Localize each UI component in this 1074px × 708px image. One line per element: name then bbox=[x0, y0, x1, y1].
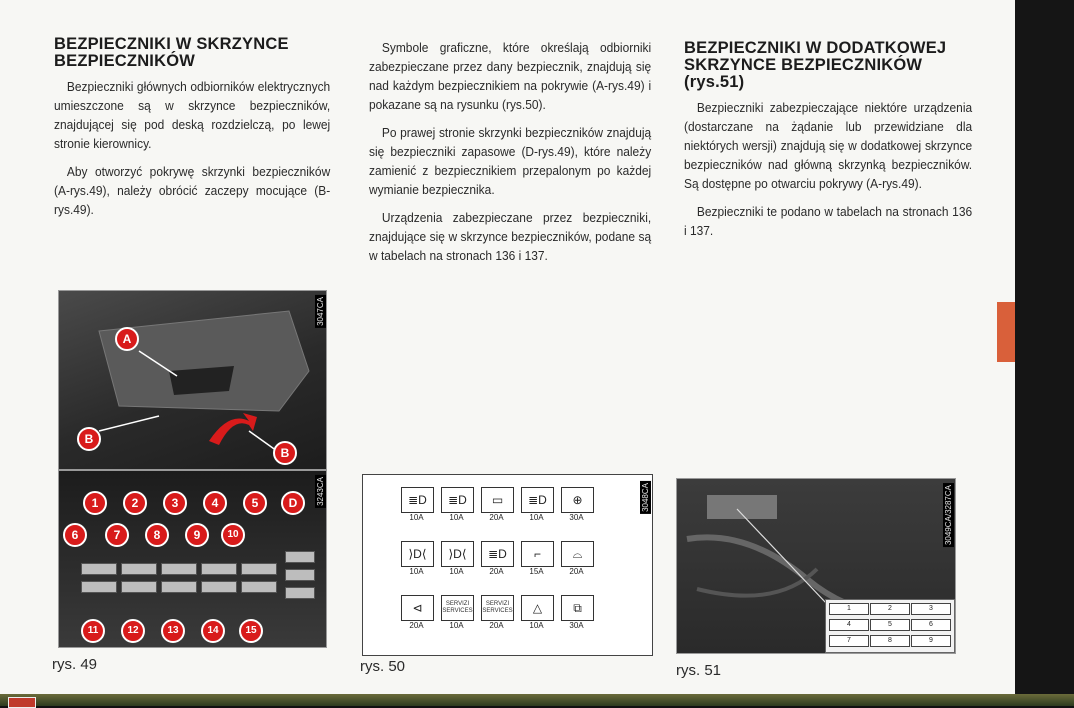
fuse-number-badge: 8 bbox=[145, 523, 169, 547]
seat-icon: ⌐ bbox=[521, 541, 554, 567]
horn-icon: ⊲ bbox=[401, 595, 434, 621]
high-beam-icon: ≣D bbox=[521, 487, 554, 513]
fuse-amp-label: 20A bbox=[489, 621, 504, 630]
fuse-number-badge: 2 bbox=[123, 491, 147, 515]
taskbar-start-button[interactable] bbox=[8, 697, 36, 708]
figure-code: 3047CA bbox=[316, 297, 325, 326]
fuse-symbol-cell bbox=[517, 485, 556, 525]
paragraph: Urządzenia zabezpieczane przez bezpieczniki, znajdujące się w skrzynce bezpieczników, podane są w tabelach na stronach 136 i 137. bbox=[369, 210, 652, 263]
fuse bbox=[241, 563, 277, 575]
fuse-symbol-cell bbox=[557, 539, 596, 579]
fuse-symbol-cell bbox=[517, 593, 556, 633]
column-1 bbox=[54, 36, 332, 228]
fuse-number-badge: 10 bbox=[221, 523, 245, 547]
fuse bbox=[241, 581, 277, 593]
fuse-number-badge: 12 bbox=[121, 619, 145, 643]
paragraph: Aby otworzyć pokrywę skrzynki bezpieczników (A-rys.49), należy obrócić zaczepy mocujące (B-rys.49). bbox=[54, 164, 331, 217]
heading-additional-fuse-box: BEZPIECZNIKI W DODATKOWEJ SKRZYNCE BEZPIECZNIKÓW (rys.51) bbox=[684, 39, 947, 91]
label-a-badge: A bbox=[115, 327, 139, 351]
window-icon: ⊕ bbox=[561, 487, 594, 513]
services-label-line2: SERVICES bbox=[442, 608, 473, 614]
fuse bbox=[81, 581, 117, 593]
label-b-badge: B bbox=[273, 441, 297, 465]
fuse-number-badge: 3 bbox=[163, 491, 187, 515]
fuse bbox=[161, 563, 197, 575]
fuse bbox=[201, 581, 237, 593]
fuse-number-badge: 1 bbox=[83, 491, 107, 515]
fuse bbox=[121, 563, 157, 575]
sidelight-icon: ⟩D⟨ bbox=[441, 541, 474, 567]
fuse-amp-label: 10A bbox=[449, 513, 464, 522]
fuse-amp-label: 10A bbox=[529, 621, 544, 630]
fuse-number-badge: 13 bbox=[161, 619, 185, 643]
grid-cell: 9 bbox=[911, 635, 951, 647]
figure-49-fusebox-photo bbox=[58, 470, 327, 648]
fuse-symbol-cell bbox=[477, 539, 516, 579]
services-label-line1: SERVIZI bbox=[445, 601, 470, 607]
grid-cell: 2 bbox=[870, 603, 910, 615]
fuse-amp-label: 15A bbox=[529, 567, 544, 576]
fuse-amp-label: 30A bbox=[569, 513, 584, 522]
fuse bbox=[201, 563, 237, 575]
fuse-amp-label: 30A bbox=[569, 621, 584, 630]
grid-cell: 4 bbox=[829, 619, 869, 631]
fuse-amp-label: 20A bbox=[489, 513, 504, 522]
grid-cell: 8 bbox=[870, 635, 910, 647]
paragraph: Bezpieczniki zabezpieczające niektóre urządzenia (dostarczane na żądanie lub przewidziane dla niektórych wersji) znajdują się w dodatkowej skrzynce bezpieczników nad główną skrzynką bezpieczników. Są dostępne po otwarciu pokrywy (A-rys.49). bbox=[684, 100, 973, 191]
grid-cell: 6 bbox=[911, 619, 951, 631]
fuse-symbol-cell bbox=[477, 485, 516, 525]
grid-cell: 3 bbox=[911, 603, 951, 615]
caption-rys-50: rys. 50 bbox=[360, 658, 406, 675]
fuse-number-badge: 4 bbox=[203, 491, 227, 515]
fuse-number-badge: 15 bbox=[239, 619, 263, 643]
services-icon bbox=[481, 595, 514, 621]
spare-fuse bbox=[285, 587, 315, 599]
services-label bbox=[482, 601, 513, 615]
label-b-badge: B bbox=[77, 427, 101, 451]
fuse-amp-label: 10A bbox=[529, 513, 544, 522]
fuse-symbol-cell bbox=[557, 485, 596, 525]
headlight-icon: ≣D bbox=[481, 541, 514, 567]
services-icon bbox=[441, 595, 474, 621]
grid-cell: 5 bbox=[870, 619, 910, 631]
fuse bbox=[121, 581, 157, 593]
fuse-amp-label: 20A bbox=[569, 567, 584, 576]
paragraph: Bezpieczniki te podano w tabelach na stronach 136 i 137. bbox=[684, 204, 973, 238]
services-label-line2: SERVICES bbox=[482, 608, 513, 614]
fuse-symbol-cell bbox=[477, 593, 516, 633]
fuse-number-badge: 6 bbox=[63, 523, 87, 547]
fuse-symbol-cell bbox=[437, 593, 476, 633]
fuse-amp-label: 10A bbox=[449, 621, 464, 630]
fuse-symbol-cell bbox=[557, 593, 596, 633]
fuse-amp-label: 20A bbox=[489, 567, 504, 576]
figure-code: 3048CA bbox=[641, 483, 650, 512]
column-3 bbox=[684, 40, 974, 249]
fuse-position-grid bbox=[825, 599, 955, 653]
fuse-amp-label: 10A bbox=[449, 567, 464, 576]
rear-defrost-icon: ⧉ bbox=[561, 595, 594, 621]
services-label-line1: SERVIZI bbox=[485, 601, 510, 607]
low-beam-icon: ≣D bbox=[401, 487, 434, 513]
grid-cell: 7 bbox=[829, 635, 869, 647]
hazard-icon: △ bbox=[521, 595, 554, 621]
fuse-number-badge: 5 bbox=[243, 491, 267, 515]
door-lock-icon: ▭ bbox=[481, 487, 514, 513]
fuse-symbol-cell bbox=[517, 539, 556, 579]
figure-code: 3049CA/3287CA bbox=[944, 485, 953, 546]
fuse-symbol-cell bbox=[437, 485, 476, 525]
taskbar bbox=[0, 694, 1074, 706]
fuse-number-badge: 14 bbox=[201, 619, 225, 643]
caption-rys-51: rys. 51 bbox=[676, 662, 722, 679]
wiper-icon: ⌓ bbox=[561, 541, 594, 567]
chapter-tab-marker bbox=[997, 302, 1015, 362]
fuse-symbol-cell bbox=[397, 539, 436, 579]
viewer-right-margin bbox=[1015, 0, 1074, 706]
paragraph: Po prawej stronie skrzynki bezpieczników znajdują się bezpieczniki zapasowe (D-rys.49), które należy zamienić z bezpiecznikiem przepalonym po każdej wymianie bezpiecznika. bbox=[369, 125, 652, 197]
grid-cell: 1 bbox=[829, 603, 869, 615]
heading-fuse-box: BEZPIECZNIKI W SKRZYNCE BEZPIECZNIKÓW bbox=[54, 35, 289, 70]
fuse bbox=[81, 563, 117, 575]
fuse-symbol-cell bbox=[397, 593, 436, 633]
fuse-amp-label: 10A bbox=[409, 513, 424, 522]
figure-code: 3243CA bbox=[316, 477, 325, 506]
sidelight-icon: ⟩D⟨ bbox=[401, 541, 434, 567]
spare-fuse bbox=[285, 551, 315, 563]
spare-fuse bbox=[285, 569, 315, 581]
figure-49-cover-photo bbox=[58, 290, 327, 470]
paragraph: Bezpieczniki głównych odbiorników elektrycznych umieszczone są w skrzynce bezpieczników, znajdującej się pod deską rozdzielczą, po lewej stronie kierownicy. bbox=[54, 79, 331, 151]
fuse bbox=[161, 581, 197, 593]
high-beam-icon: ≣D bbox=[441, 487, 474, 513]
paragraph: Symbole graficzne, które określają odbiorniki zabezpieczane przez dany bezpiecznik, znajdują się nad każdym bezpiecznikiem na pokrywie (A-rys.49) i pokazane są na rysunku (rys.50). bbox=[369, 40, 652, 112]
services-label bbox=[442, 601, 473, 615]
fuse-symbol-cell bbox=[437, 539, 476, 579]
column-2 bbox=[369, 38, 653, 274]
figure-50-fuse-symbol-table bbox=[362, 474, 653, 656]
fuse-number-badge: D bbox=[281, 491, 305, 515]
fuse-number-badge: 11 bbox=[81, 619, 105, 643]
fuse-amp-label: 20A bbox=[409, 621, 424, 630]
fuse-amp-label: 10A bbox=[409, 567, 424, 576]
figure-51-additional-fusebox-photo bbox=[676, 478, 956, 654]
fuse-number-badge: 9 bbox=[185, 523, 209, 547]
fuse-symbol-cell bbox=[397, 485, 436, 525]
caption-rys-49: rys. 49 bbox=[52, 656, 98, 673]
fuse-number-badge: 7 bbox=[105, 523, 129, 547]
